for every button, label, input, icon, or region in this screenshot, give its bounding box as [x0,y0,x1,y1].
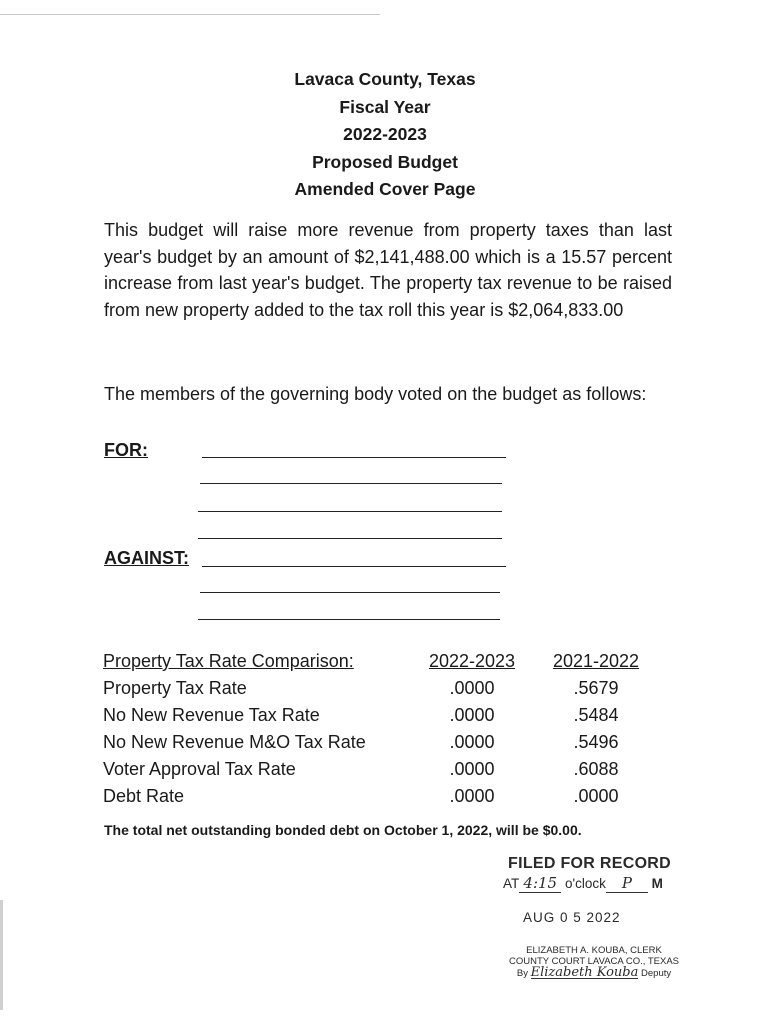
rate-name: Voter Approval Tax Rate [103,759,296,779]
bonded-debt-note: The total net outstanding bonded debt on October 1, 2022, will be $0.00. [104,822,582,838]
filed-ampm: P [606,874,648,893]
rate-current: .0000 [449,759,495,779]
rate-prior: .5484 [573,705,619,725]
revenue-statement: This budget will raise more revenue from property taxes than last year's budget by an amount of $2,141,488.00 which is a 15.57 percent increase from last year's budget. The property tax revenue to be raised from new property added to the tax roll this year is $2,064,833.00 [104,220,672,320]
column-header-comparison: Property Tax Rate Comparison: [103,651,354,671]
vote-intro: The members of the governing body voted on the budget as follows: [104,384,647,404]
budget-title: Proposed Budget [312,151,458,172]
clerk-name: ELIZABETH A. KOUBA, CLERK [526,945,662,956]
clerk-office: COUNTY COURT LAVACA CO., TEXAS [509,956,679,967]
scan-edge-shadow [0,900,3,1010]
for-signature-line-3 [198,511,502,512]
for-label: FOR: [104,440,148,460]
for-signature-line-4 [198,538,502,539]
rate-name: Debt Rate [103,786,185,806]
cover-page-title: Amended Cover Page [294,179,476,199]
county-title: Lavaca County, Texas [294,69,476,89]
rate-prior: .5679 [573,678,619,698]
rate-current: .0000 [449,678,495,698]
rate-prior: .5496 [573,732,619,752]
document-title [0,66,770,204]
m-label: M [651,876,663,891]
rate-prior: .0000 [573,786,619,806]
column-header-2021-2022: 2021-2022 [552,651,640,671]
rate-current: .0000 [449,705,495,725]
against-signature-line-1 [202,566,506,567]
table-row [103,729,656,756]
filed-date: AUG 0 5 2022 [523,910,621,925]
rate-name: No New Revenue M&O Tax Rate [103,732,366,752]
table-row [103,783,656,810]
by-label: By [516,968,528,979]
column-header-2022-2023: 2022-2023 [428,651,516,671]
fiscal-year-label: Fiscal Year [339,96,431,117]
against-signature-line-3 [198,619,500,620]
rate-name: No New Revenue Tax Rate [103,705,320,725]
deputy-label: Deputy [641,968,672,979]
filed-stamp-title: FILED FOR RECORD [508,855,672,872]
oclock-label: o'clock [565,876,606,891]
rate-current: .0000 [449,786,495,806]
table-row [103,675,656,702]
rate-prior: .6088 [573,759,619,779]
clerk-signature-line [500,967,688,979]
clerk-signature: Elizabeth Kouba [530,965,639,980]
fiscal-year-value: 2022-2023 [343,124,427,144]
filed-time: 4:15 [519,874,561,893]
for-signature-line-1 [202,457,506,458]
rate-current: .0000 [449,732,495,752]
filed-time-line [503,874,663,893]
table-row [103,756,656,783]
table-row [103,702,656,729]
clerk-stamp [500,945,688,979]
tax-rate-comparison-table [103,648,656,810]
table-header-row [103,648,656,675]
rate-name: Property Tax Rate [103,678,247,698]
scan-edge-line [0,14,380,15]
for-signature-line-2 [200,483,502,484]
at-prefix: AT [503,876,520,891]
against-signature-line-2 [200,592,500,593]
against-label: AGAINST: [104,548,189,568]
